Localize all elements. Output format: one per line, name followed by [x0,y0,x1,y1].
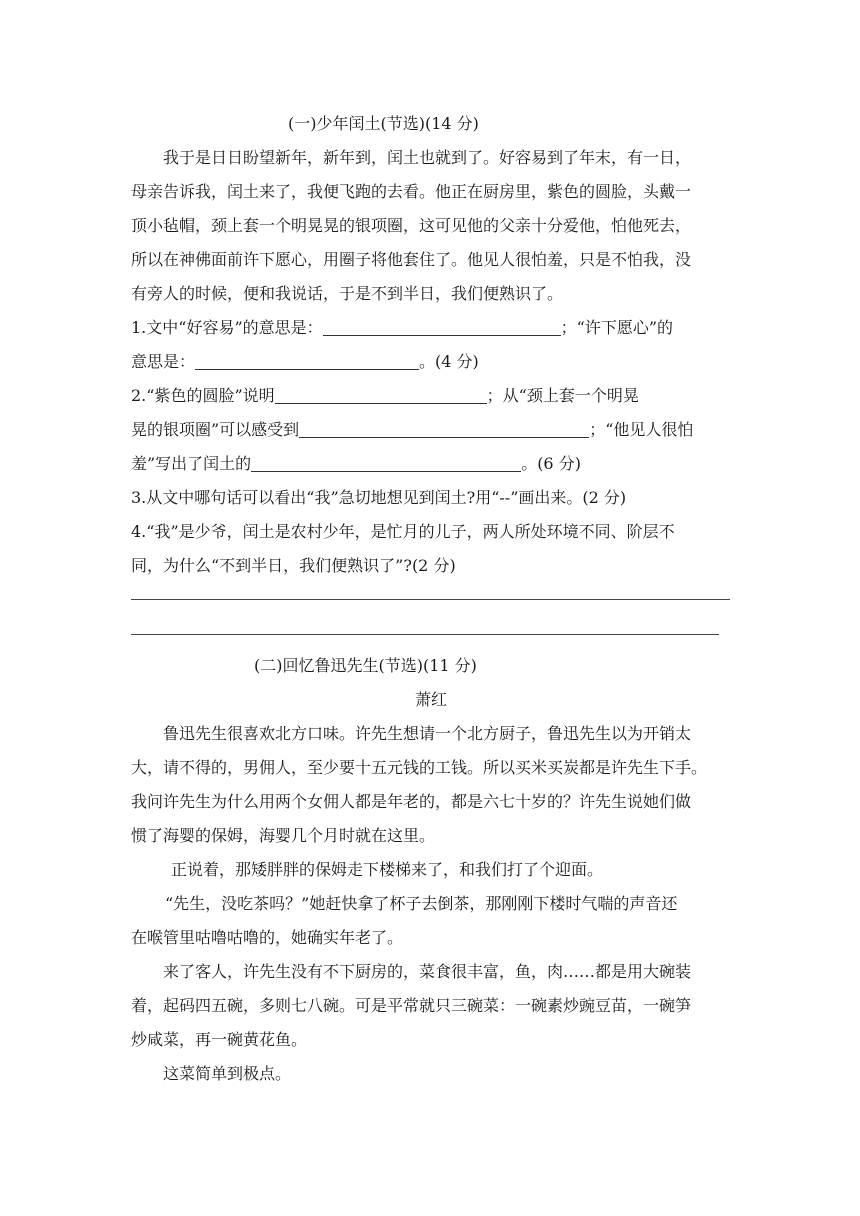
question-2-text: 2.“紫色的圆脸”说明 [131,386,275,405]
section2-title: (二)回忆鲁迅先生(节选)(11 分) [254,656,477,675]
question-2-line2 [131,413,731,447]
passage2-line: 惯了海婴的保姆，海婴几个月时就在这里。 [131,826,436,845]
passage2-line: “先生，没吃茶吗？”她赶快拿了杯子去倒茶，那刚刚下楼时气喘的声音还 [165,894,678,913]
passage1-line: 有旁人的时候，便和我说话，于是不到半日，我们便熟识了。 [131,284,564,303]
answer-line[interactable] [131,634,719,635]
answer-blank[interactable] [323,317,561,336]
question-1-text: 意思是： [131,352,196,371]
question-2-line1 [131,379,731,413]
answer-blank[interactable] [195,351,419,370]
answer-blank[interactable] [251,453,521,472]
answer-line[interactable] [131,599,730,600]
question-1-text: ；“许下愿心”的 [560,318,674,337]
section1-title: (一)少年闰土(节选)(14 分) [288,114,479,133]
passage1-line: 母亲告诉我，闰土来了，我便飞跑的去看。他正在厨房里，紫色的圆脸，头戴一 [131,182,692,201]
passage2-line: 在喉管里咕噜咕噜的，她确实年老了。 [131,928,404,947]
answer-blank[interactable] [299,419,589,438]
question-2-line3 [131,447,731,481]
passage2-line: 鲁迅先生很喜欢北方口味。许先生想请一个北方厨子，鲁迅先生以为开销太 [163,724,692,743]
author-name: 萧红 [415,690,448,709]
passage2-line: 这菜简单到极点。 [163,1064,292,1083]
passage2-line: 炒咸菜，再一碗黄花鱼。 [131,1030,308,1049]
question-3: 3.从文中哪句话可以看出“我”急切地想见到闰土?用“--”画出来。(2 分) [131,488,627,507]
passage2-line: 着，起码四五碗，多则七八碗。可是平常就只三碗菜：一碗素炒豌豆苗，一碗笋 [131,996,692,1015]
question-2-text: ；“他见人很怕 [589,420,694,439]
passage2-line: 正说着，那矮胖胖的保姆走下楼梯来了，和我们打了个迎面。 [171,860,604,879]
question-4-line: 4.“我”是少爷，闰土是农村少年，是忙月的儿子，两人所处环境不同、阶层不 [131,522,675,541]
question-1-text: 1.文中“好容易”的意思是： [131,318,323,337]
passage1-line: 顶小毡帽，颈上套一个明晃晃的银项圈，这可见他的父亲十分爱他，怕他死去， [131,216,692,235]
passage1-line: 我于是日日盼望新年，新年到，闰土也就到了。好容易到了年末，有一日， [163,148,692,167]
question-2-text: 羞”写出了闰土的 [131,454,252,473]
passage2-line: 大，请不得的，男佣人，至少要十五元钱的工钱。所以买米买炭都是许先生下手。 [131,758,708,777]
question-4-line: 同，为什么“不到半日，我们便熟识了”?(2 分) [131,556,456,575]
question-1-line2 [131,345,731,379]
question-2-text: ；从“颈上套一个明晃 [486,386,639,405]
answer-blank[interactable] [275,385,487,404]
passage2-line: 来了客人，许先生没有不下厨房的，菜食很丰富，鱼，肉……都是用大碗装 [163,962,692,981]
question-1-score: 。(4 分) [419,352,479,371]
question-1-line1 [131,311,731,345]
question-2-text: 晃的银项圈”可以感受到 [131,420,300,439]
passage1-line: 所以在神佛面前许下愿心，用圈子将他套住了。他见人很怕羞，只是不怕我，没 [131,250,692,269]
question-2-score: 。(6 分) [521,454,581,473]
passage2-line: 我问许先生为什么用两个女佣人都是年老的，都是六七十岁的？许先生说她们做 [131,792,692,811]
